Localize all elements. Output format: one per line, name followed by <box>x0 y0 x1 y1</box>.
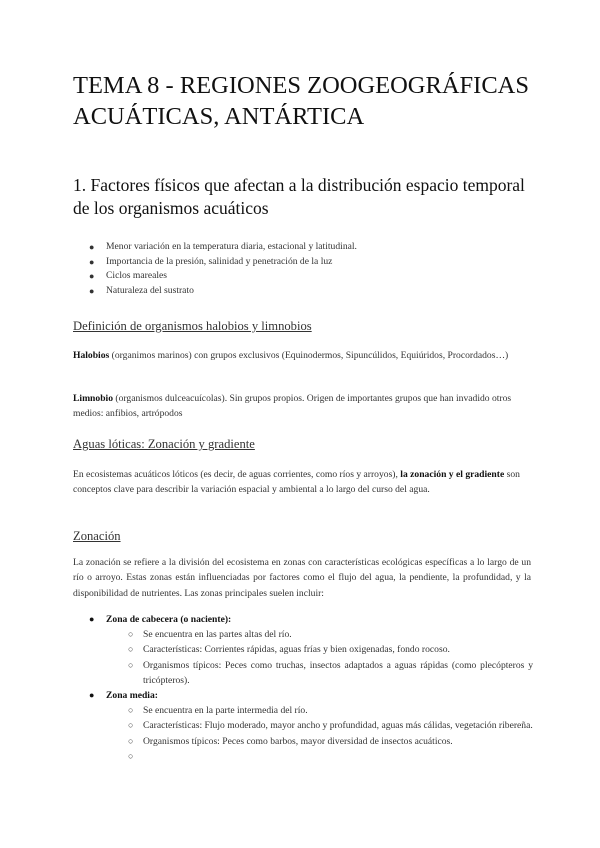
zone-name: Zona media: <box>106 690 158 702</box>
zone-name: Zona de cabecera (o naciente): <box>106 614 232 625</box>
limnobio-paragraph: Limnobio (organismos dulceacuícolas). Sin grupos propios. Origen de importantes grupos que han invadido otros medios: anfibios, artrópodos <box>73 393 512 420</box>
circle-bullet-icon: ○ <box>128 705 134 716</box>
halobios-paragraph: Halobios (organimos marinos) con grupos exclusivos (Equinodermos, Sipuncúlidos, Equiúridos, Procordados…) <box>73 350 509 361</box>
list-item <box>89 612 533 688</box>
bullet-icon: ● <box>89 285 95 296</box>
factores-list <box>89 240 529 298</box>
zone-details <box>128 703 533 764</box>
circle-bullet-icon: ○ <box>128 735 134 746</box>
list-item: ○ Características: Corrientes rápidas, aguas frías y bien oxigenadas, fondo rocoso. <box>128 642 533 657</box>
bullet-icon: ● <box>89 271 95 282</box>
bullet-icon: ● <box>89 242 95 252</box>
zones-list <box>89 612 533 764</box>
limnobio-term: Limnobio <box>73 393 113 404</box>
list-item: ● Menor variación en la temperatura diaria, estacional y latitudinal. <box>89 240 529 255</box>
list-item: ● Importancia de la presión, salinidad y penetración de la luz <box>89 255 529 270</box>
subheading-loticas: Aguas lóticas: Zonación y gradiente <box>73 437 255 451</box>
list-item: ○ Características: Flujo moderado, mayor ancho y profundidad, aguas más cálidas, vegetación ribereña. <box>128 718 533 733</box>
circle-bullet-icon: ○ <box>128 720 134 731</box>
circle-bullet-icon: ○ <box>128 750 134 761</box>
list-item: ○ Se encuentra en la parte intermedia del río. <box>128 703 533 718</box>
circle-bullet-icon: ○ <box>128 644 134 655</box>
subheading-zonacion: Zonación <box>73 529 121 543</box>
list-item: ○ Organismos típicos: Peces como truchas, insectos adaptados a aguas rápidas (como plecópteros y tricópteros). <box>128 659 533 686</box>
halobios-term: Halobios <box>73 350 110 361</box>
list-item <box>89 688 533 764</box>
loticas-paragraph: En ecosistemas acuáticos lóticos (es decir, de aguas corrientes, como ríos y arroyos), la zonación y el gradiente son conceptos clave para describir la variación espacial y ambiental a lo largo del curso del agua. <box>73 469 520 496</box>
list-item: ● Naturaleza del sustrato <box>89 284 529 299</box>
subheading-definicion: Definición de organismos halobios y limnobios <box>73 319 312 333</box>
document-title: TEMA 8 - REGIONES ZOOGEOGRÁFICAS ACUÁTICAS, ANTÁRTICA <box>73 72 529 130</box>
list-item: ○ Organismos típicos: Peces como barbos, mayor diversidad de insectos acuáticos. <box>128 734 533 749</box>
bullet-icon: ● <box>89 690 95 701</box>
zone-details <box>128 627 533 688</box>
list-item: ○ Se encuentra en las partes altas del río. <box>128 627 533 642</box>
circle-bullet-icon: ○ <box>128 659 134 670</box>
circle-bullet-icon: ○ <box>128 629 134 640</box>
section-heading-factores: 1. Factores físicos que afectan a la distribución espacio temporal de los organismos acuáticos <box>73 175 525 218</box>
list-item: ● Ciclos mareales <box>89 269 529 284</box>
bullet-icon: ● <box>89 614 95 624</box>
list-item <box>128 749 533 764</box>
bullet-icon: ● <box>89 256 95 267</box>
zonacion-intro: La zonación se refiere a la división del ecosistema en zonas con características ecológicas específicas a lo largo de un río o arroyo. Estas zonas están influenciadas por factores como el flujo del agua, la pendiente, la profundidad, y la disponibilidad de nutrientes. Las zonas principales suelen incluir: <box>73 557 531 599</box>
